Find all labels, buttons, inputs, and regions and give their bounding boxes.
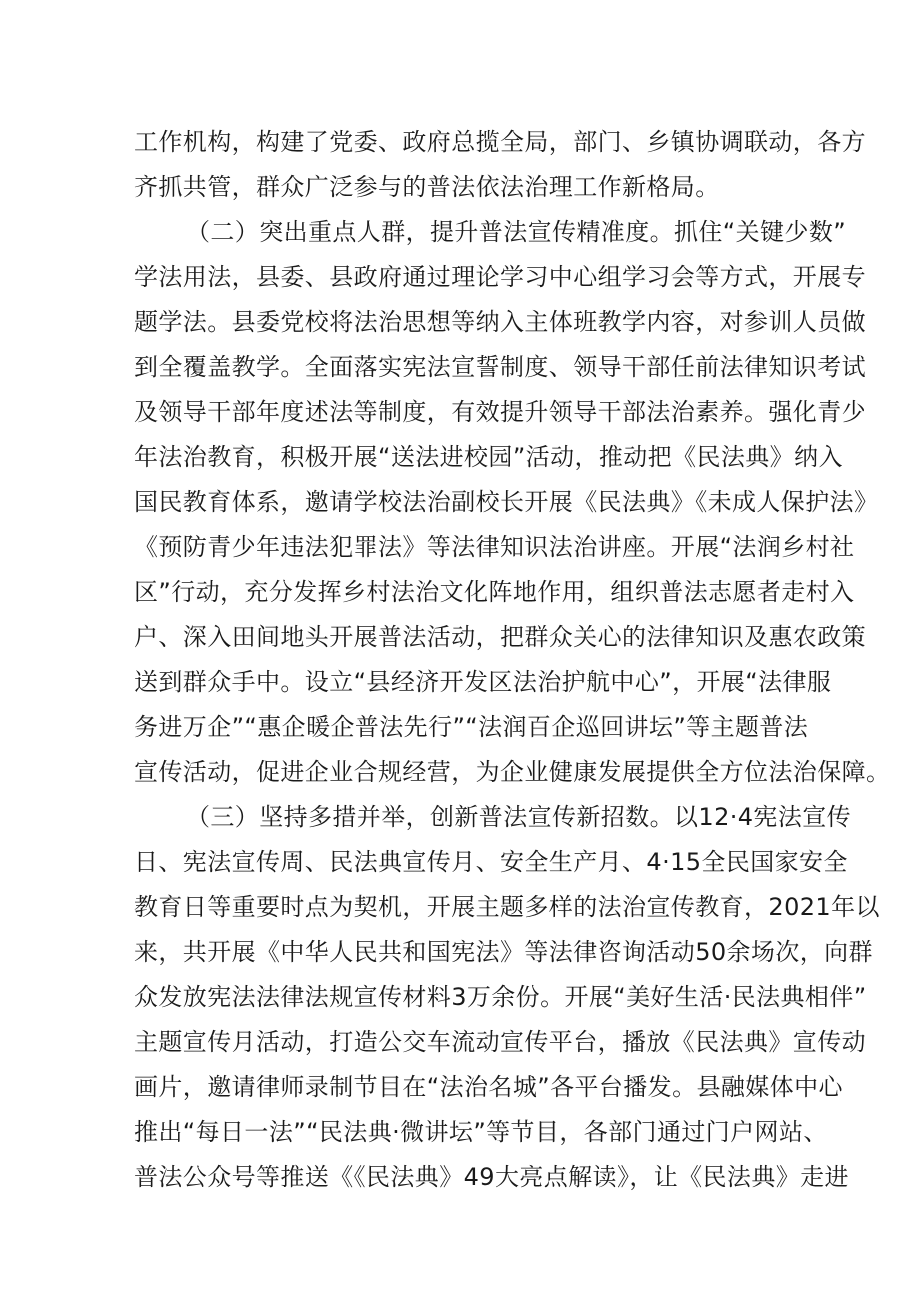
text-line: 《预防青少年违法犯罪法》等法律知识法治讲座。开展“法润乡村社 xyxy=(134,533,855,561)
text-line: 众发放宪法法律法规宣传材料3万余份。开展“美好生活·民法典相伴” xyxy=(134,983,867,1011)
text-line: 来，共开展《中华人民共和国宪法》等法律咨询活动50余场次，向群 xyxy=(134,938,873,966)
text-line: 送到群众手中。设立“县经济开发区法治护航中心”，开展“法律服 xyxy=(134,668,832,696)
paragraph-heading-line: （二）突出重点人群，提升普法宣传精准度。抓住“关键少数” xyxy=(186,218,847,246)
text-line: 推出“每日一法”“民法典·微讲坛”等节目，各部门通过门户网站、 xyxy=(134,1118,828,1146)
text-line: 及领导干部年度述法等制度，有效提升领导干部法治素养。强化青少 xyxy=(134,398,866,426)
text-line: 主题宣传月活动，打造公交车流动宣传平台，播放《民法典》宣传动 xyxy=(134,1028,866,1056)
text-line: 题学法。县委党校将法治思想等纳入主体班教学内容，对参训人员做 xyxy=(134,308,866,336)
text-line: 齐抓共管，群众广泛参与的普法依法治理工作新格局。 xyxy=(134,173,720,201)
text-line: 学法用法，县委、县政府通过理论学习中心组学习会等方式，开展专 xyxy=(134,263,866,291)
text-line: 到全覆盖教学。全面落实宪法宣誓制度、领导干部任前法律知识考试 xyxy=(134,353,866,381)
text-line: 普法公众号等推送《《民法典》49大亮点解读》，让《民法典》走进 xyxy=(134,1163,849,1191)
text-line: 国民教育体系，邀请学校法治副校长开展《民法典》《未成人保护法》 xyxy=(134,488,879,516)
text-line: 日、宪法宣传周、民法典宣传月、安全生产月、4·15全民国家安全 xyxy=(134,848,848,876)
text-line: 年法治教育，积极开展“送法进校园”活动，推动把《民法典》纳入 xyxy=(134,443,843,471)
text-line: 画片，邀请律师录制节目在“法治名城”各平台播发。县融媒体中心 xyxy=(134,1073,843,1101)
text-line: 务进万企”“惠企暖企普法先行”“法润百企巡回讲坛”等主题普法 xyxy=(134,713,809,741)
text-line: 工作机构，构建了党委、政府总揽全局，部门、乡镇协调联动，各方 xyxy=(134,128,866,156)
text-line: 教育日等重要时点为契机，开展主题多样的法治宣传教育，2021年以 xyxy=(134,893,880,921)
text-line: 宣传活动，促进企业合规经营，为企业健康发展提供全方位法治保障。 xyxy=(134,758,891,786)
text-line: 区”行动，充分发挥乡村法治文化阵地作用，组织普法志愿者走村入 xyxy=(134,578,855,606)
text-line: 户、深入田间地头开展普法活动，把群众关心的法律知识及惠农政策 xyxy=(134,623,866,651)
paragraph-heading-line: （三）坚持多措并举，创新普法宣传新招数。以12·4宪法宣传 xyxy=(186,803,852,831)
